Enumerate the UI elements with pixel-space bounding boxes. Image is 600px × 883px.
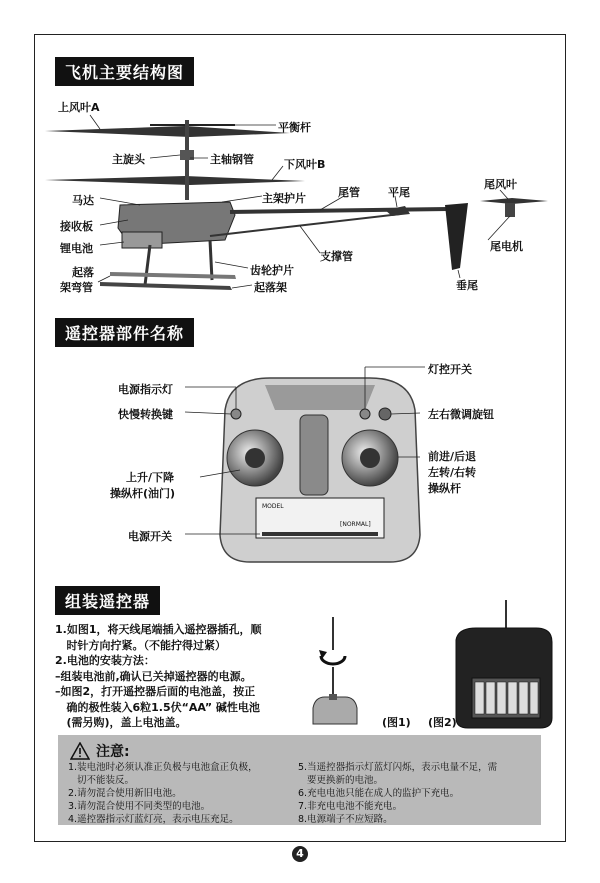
- warning-item: 1.装电池时必须认准正负极与电池盒正负极，: [68, 762, 258, 773]
- figure-2-battery: [448, 600, 558, 730]
- warning-item: 5.当遥控器指示灯蓝灯闪烁，表示电量不足，需: [298, 762, 498, 773]
- figure-1-caption: (图1): [382, 716, 411, 729]
- label-power-switch: 电源开关: [128, 530, 172, 543]
- label-h-stabilizer: 平尾: [388, 186, 410, 199]
- screen-normal-text: [NORMAL]: [340, 521, 371, 528]
- warning-item: 切不能装反。: [68, 775, 135, 786]
- warning-item: 2.请勿混合使用新旧电池。: [68, 788, 182, 799]
- label-main-frame: 主架护片: [262, 192, 306, 205]
- warning-triangle-icon: [70, 742, 90, 760]
- label-light-switch: 灯控开关: [428, 363, 472, 376]
- label-battery: 锂电池: [60, 242, 93, 255]
- screen-model-text: MODEL: [262, 503, 284, 510]
- section-title-remote: 遥控器部件名称: [55, 318, 194, 347]
- section-title-structure: 飞机主要结构图: [55, 57, 194, 86]
- label-tail-boom: 尾管: [338, 186, 360, 199]
- label-tail-blade: 尾风叶: [484, 178, 517, 191]
- label-flybar: 平衡杆: [278, 121, 311, 134]
- label-throttle-1: 上升/下降: [126, 471, 175, 484]
- label-v-stabilizer: 垂尾: [456, 279, 478, 292]
- warning-title-text: 注意:: [96, 744, 130, 760]
- section-title-assembly: 组装遥控器: [55, 586, 160, 615]
- label-trim-knob: 左右微调旋钮: [428, 408, 494, 421]
- label-landing-gear: 起落架: [254, 281, 287, 294]
- step-line: –如图2，打开遥控器后面的电池盖，按正: [55, 685, 256, 698]
- warning-item: 4.遥控器指示灯蓝灯亮，表示电压充足。: [68, 814, 239, 825]
- label-support-tube: 支撑管: [320, 250, 353, 263]
- figure-1-antenna: [305, 612, 385, 732]
- figure-2-caption: (图2): [428, 716, 457, 729]
- label-upper-blade: 上风叶A: [58, 101, 100, 114]
- warning-item: 8.电源端子不应短路。: [298, 814, 393, 825]
- label-direction-2: 左转/右转: [428, 466, 477, 479]
- label-direction-3: 操纵杆: [428, 482, 461, 495]
- label-gear-guard: 齿轮护片: [250, 264, 294, 277]
- label-main-shaft: 主轴钢管: [210, 153, 254, 166]
- label-direction-1: 前进/后退: [428, 450, 477, 463]
- page-number: 4: [292, 846, 308, 862]
- label-receiver: 接收板: [60, 220, 93, 233]
- warning-left-column: [68, 761, 258, 826]
- step-line: 时针方向拧紧。（不能拧得过紧）: [55, 638, 226, 652]
- warning-right-column: [298, 761, 497, 826]
- step-line: 确的极性装入6粒1.5伏“AA” 碱性电池: [55, 700, 260, 714]
- warning-item: 3.请勿混合使用不同类型的电池。: [68, 801, 211, 812]
- warning-item: 6.充电电池只能在成人的监护下充电。: [298, 788, 460, 799]
- label-landing-bend-1: 起落: [72, 266, 94, 279]
- label-tail-motor: 尾电机: [490, 240, 523, 253]
- remote-diagram: [0, 340, 600, 580]
- step-line: 2.电池的安装方法：: [55, 654, 155, 667]
- label-power-led: 电源指示灯: [118, 383, 173, 396]
- label-lower-blade: 下风叶B: [284, 158, 326, 171]
- label-rotor-head: 主旋头: [112, 153, 145, 166]
- step-line: (需另购)，盖上电池盖。: [55, 716, 187, 729]
- step-line: –组装电池前,确认已关掉遥控器的电源。: [55, 669, 252, 683]
- assembly-steps: [55, 622, 305, 731]
- warning-item: 7.非充电电池不能充电。: [298, 801, 403, 812]
- label-speed-key: 快慢转换键: [118, 408, 173, 421]
- label-motor: 马达: [72, 194, 94, 207]
- warning-box: [58, 735, 541, 825]
- step-line: 1.如图1，将天线尾端插入遥控器插孔，顺: [55, 623, 262, 636]
- label-throttle-2: 操纵杆(油门): [110, 487, 176, 500]
- label-landing-bend-2: 架弯管: [60, 281, 93, 294]
- warning-item: 要更换新的电池。: [298, 775, 384, 786]
- warning-title: [70, 741, 130, 761]
